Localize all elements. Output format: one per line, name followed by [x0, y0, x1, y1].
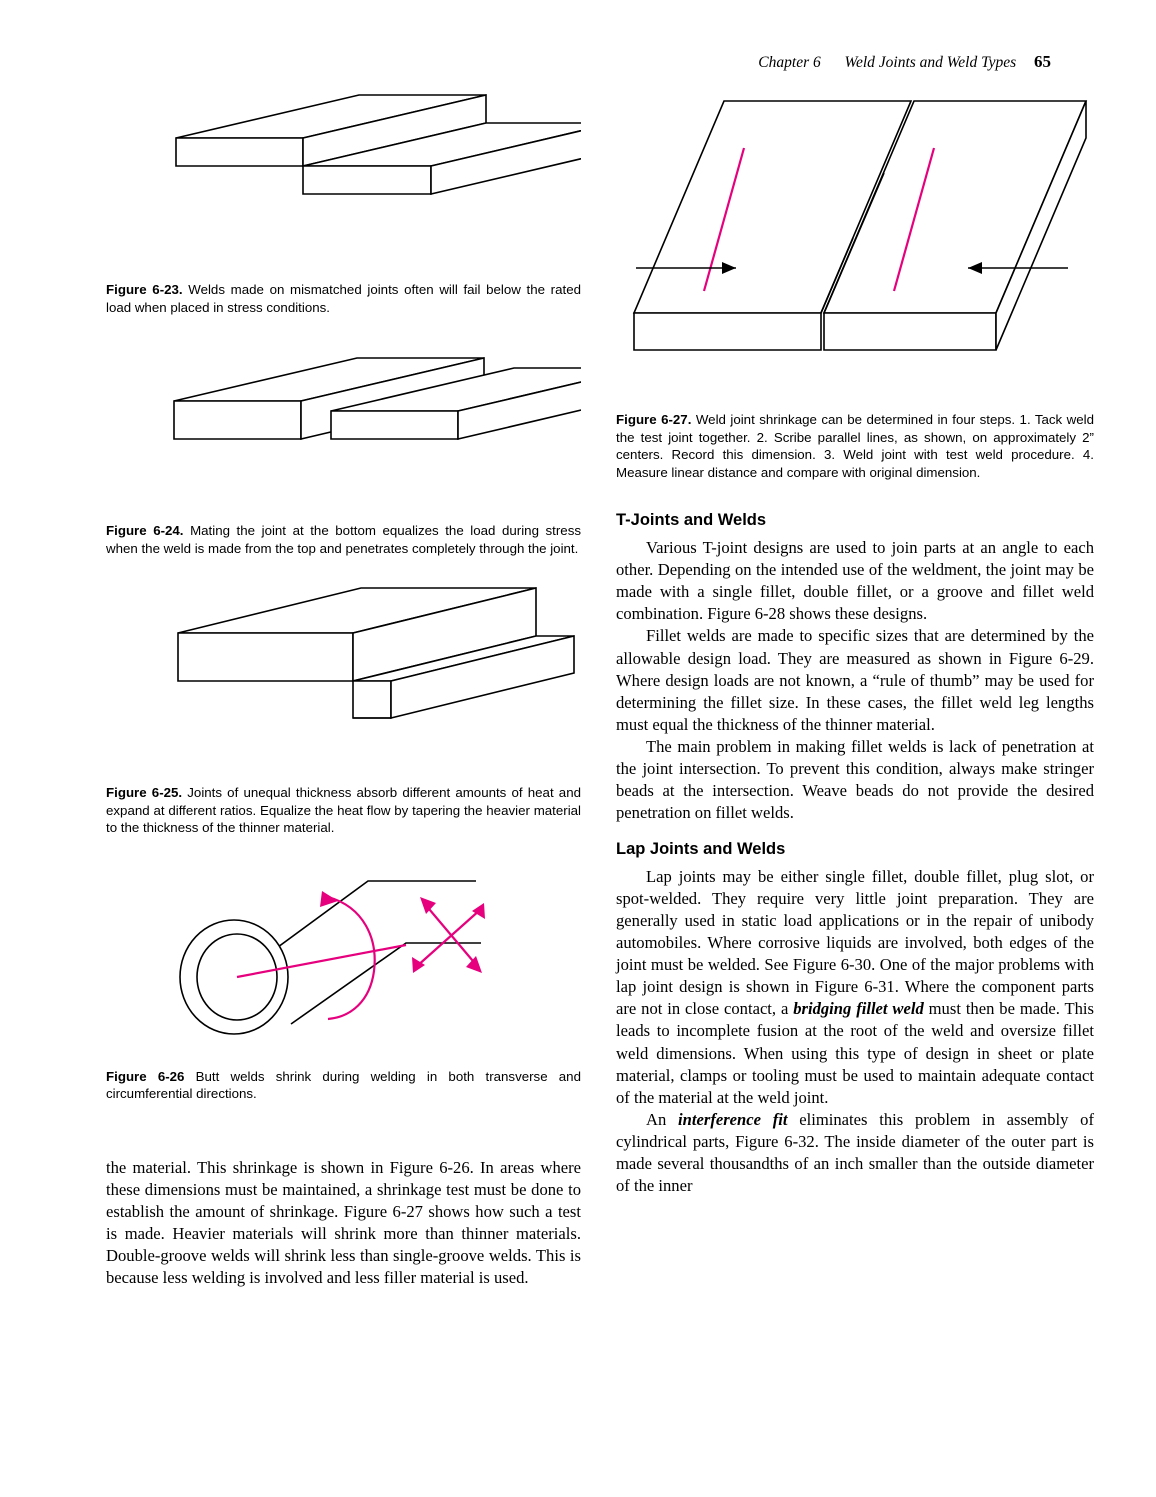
- t-joints-paragraph-2: Fillet welds are made to specific sizes that are determined by the allowable design load. They are measured as shown in Figure 6-29. Where design loads are not known, a “rule of thumb” may be used for determining the fillet size. In these cases, the fillet weld leg lengths must equal the thickness of the thinner material.: [616, 626, 1094, 734]
- lap-joints-p1-part1: Lap joints may be either single fillet, double fillet, plug slot, or spot-welded. They require very little joint preparation. They are generally used in static load applications or in the repair of unibody automobiles. Where corrosive liquids are involved, both edges of the joint must be welded. See Figure 6-30. One of the major problems with lap joint design is shown in Figure 6-31. Where the component parts are not in close contact, a: [616, 867, 1094, 1019]
- figure-6-27-caption: [616, 411, 1094, 481]
- heading-lap-joints-and-welds: Lap Joints and Welds: [616, 840, 786, 858]
- figure-6-23-caption: [106, 281, 581, 316]
- figure-6-26-image: [106, 859, 581, 1054]
- lap-joints-paragraph-2: [616, 1109, 1094, 1197]
- page-number: 65: [1034, 52, 1051, 71]
- figure-6-27-label: Figure 6-27.: [616, 412, 692, 427]
- figure-6-23-text: Welds made on mismatched joints often will fail below the rated load when placed in stress conditions.: [106, 282, 581, 315]
- figure-6-25-caption: [106, 784, 581, 837]
- figure-6-25-label: Figure 6-25.: [106, 785, 183, 801]
- figure-6-23-image: [106, 88, 581, 263]
- running-head-title: Weld Joints and Weld Types: [844, 54, 1017, 71]
- running-head-chapter: Chapter 6: [758, 54, 821, 71]
- right-column: [616, 88, 1094, 1197]
- running-head: [758, 52, 1051, 72]
- figure-6-26-caption: [106, 1068, 581, 1103]
- figure-6-24-label: Figure 6-24.: [106, 523, 184, 539]
- left-column: [106, 88, 581, 1289]
- t-joints-paragraph-1: Various T-joint designs are used to join parts at an angle to each other. Depending on the intended use of the weldment, the joint may be made with a single fillet, double fillet, or a groove and fillet weld combination. Figure 6-28 shows these designs.: [616, 538, 1094, 624]
- figure-6-24-caption: [106, 522, 581, 557]
- t-joints-paragraph-3: The main problem in making fillet welds is lack of penetration at the joint intersection. To prevent this condition, always make stringer beads at the intersection. Weave beads do not provide the desired penetration on fillet welds.: [616, 736, 1094, 822]
- lap-joints-p2-part1: An: [646, 1109, 679, 1129]
- figure-6-24-text: Mating the joint at the bottom equalizes the load during stress when the weld is made from the top and penetrates completely through the joint.: [106, 523, 581, 556]
- lap-joints-p1-emphasis: bridging fillet weld: [793, 999, 924, 1019]
- lap-joints-p1-part2: must then be made. This leads to incomplete fusion at the root of the weld and oversize fillet weld dimensions. When using this type of design in sheet or plate material, clamps or tooling must be used to maintain adequate contact of the material at the weld joint.: [616, 999, 1094, 1107]
- figure-6-24-image: [106, 346, 581, 506]
- heading-t-joints-and-welds: T-Joints and Welds: [616, 511, 767, 530]
- left-body-paragraph: the material. This shrinkage is shown in Figure 6-26. In areas where these dimensions must be maintained, a shrinkage test must be done to establish the amount of shrinkage. Figure 6-27 shows how such a test is made. Heavier materials will shrink more than thinner materials. Double-groove welds will shrink less than single-groove welds. This is because less welding is involved and less filler material is used.: [106, 1157, 581, 1288]
- lap-joints-p2-part2: eliminates this problem in assembly of cylindrical parts, Figure 6-32. The inside diameter of the outer part is made several thousandths of an inch smaller than the outside diameter of the inner: [616, 1109, 1094, 1195]
- figure-6-27-text: Weld joint shrinkage can be determined in four steps. 1. Tack weld the test joint together. 2. Scribe parallel lines, as shown, on approximately 2” centers. Record this dimension. 3. Weld joint with test weld procedure. 4. Measure linear distance and compare with original dimension.: [616, 412, 1094, 480]
- figure-6-26-text: Butt welds shrink during welding in both transverse and circumferential directions.: [106, 1068, 581, 1102]
- figure-6-26-label: Figure 6-26: [106, 1068, 185, 1084]
- figure-6-25-text: Joints of unequal thickness absorb different amounts of heat and expand at different ratios. Equalize the heat flow by tapering the heavier material to the thickness of the thinner material.: [106, 785, 581, 836]
- figure-6-23-label: Figure 6-23.: [106, 282, 183, 297]
- figure-6-25-image: [106, 583, 581, 768]
- lap-joints-paragraph-1: [616, 866, 1094, 1109]
- lap-joints-p2-emphasis: interference fit: [678, 1109, 788, 1129]
- figure-6-27-image: [616, 88, 1094, 383]
